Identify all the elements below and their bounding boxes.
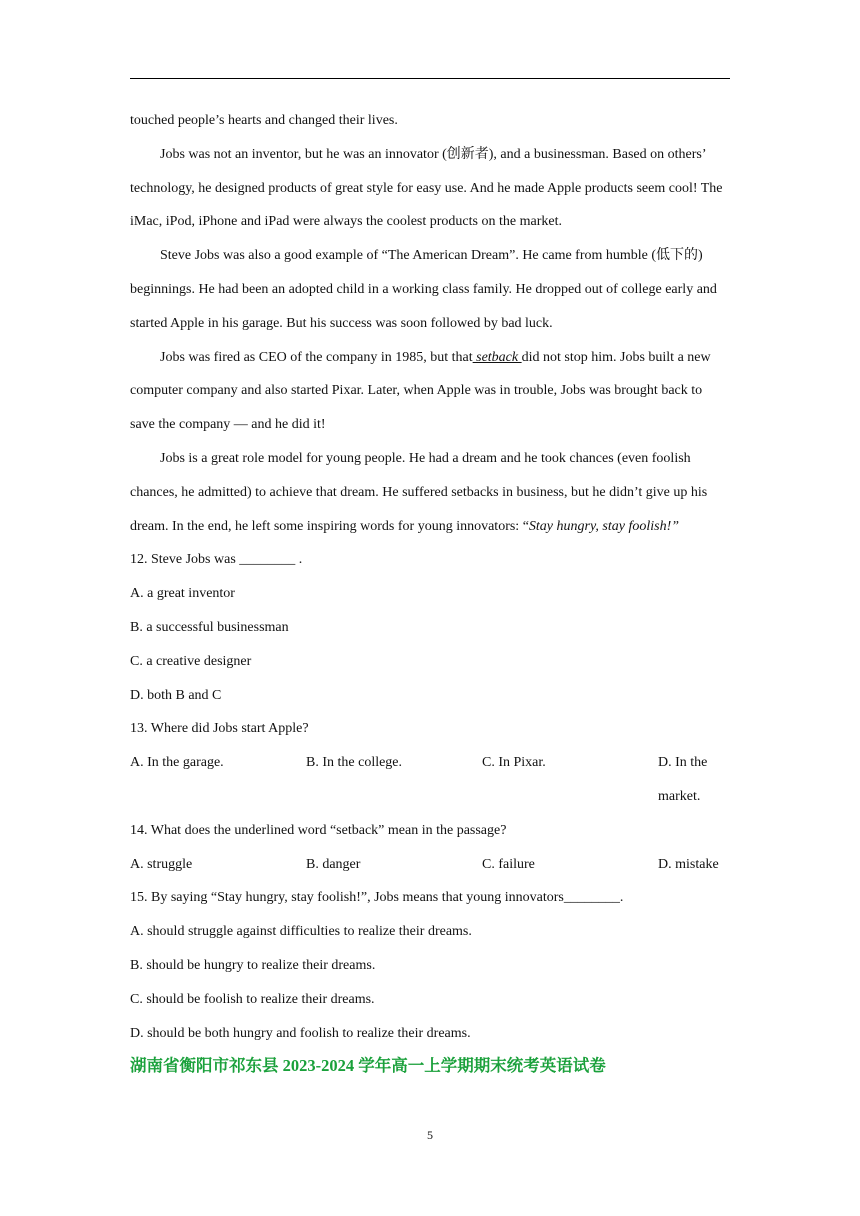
passage-text: did not stop him. Jobs built a new computer company and also started Pixar. Later, when Apple was in trouble, Jobs was brought back to save the company — and he did it!: [130, 349, 711, 433]
question-options: [130, 577, 730, 712]
question-stem: 12. Steve Jobs was ________ .: [130, 552, 303, 568]
option-a: A. should struggle against difficulties to realize their dreams.: [130, 924, 472, 940]
option-d: D. mistake: [658, 856, 719, 872]
option-a: A. struggle: [130, 856, 193, 872]
option-c: C. In Pixar.: [482, 755, 546, 771]
underlined-word-setback: setback: [472, 349, 522, 365]
question-stem: 15. By saying “Stay hungry, stay foolish!”, Jobs means that young innovators________.: [130, 890, 624, 906]
option-b: B. danger: [306, 856, 361, 872]
quote-italic: Stay hungry, stay foolish!”: [528, 518, 680, 534]
option-d: D. In the market.: [658, 755, 708, 804]
option-c: C. should be foolish to realize their dreams.: [130, 991, 375, 1007]
question-options: [130, 746, 730, 814]
passage-paragraph: Steve Jobs was also a good example of “The American Dream”. He came from humble (低下的) beginnings. He had been an adopted child in a working class family. He dropped out of college early and started Apple in his garage. But his success was soon followed by bad luck.: [130, 248, 717, 331]
option-a: A. a great inventor: [130, 586, 235, 602]
option-b: B. a successful businessman: [130, 619, 289, 635]
question-options: [130, 848, 730, 882]
option-d: D. both B and C: [130, 687, 222, 703]
passage-paragraph: Jobs was not an inventor, but he was an innovator (创新者), and a businessman. Based on others’ technology, he designed products of great style for easy use. And he made Apple products seem cool! The iMac, iPod, iPhone and iPad were always the coolest products on the market.: [130, 146, 723, 230]
option-c: C. failure: [482, 856, 535, 872]
option-d: D. should be both hungry and foolish to realize their dreams.: [130, 1025, 471, 1041]
passage-text: Jobs was fired as CEO of the company in 1985, but that: [160, 349, 473, 365]
passage-paragraph: touched people’s hearts and changed their lives.: [130, 113, 398, 128]
question-stem: 13. Where did Jobs start Apple?: [130, 721, 309, 737]
option-a: A. In the garage.: [130, 755, 224, 771]
passage-paragraph: [130, 442, 730, 543]
question-stem: 14. What does the underlined word “setback” mean in the passage?: [130, 822, 507, 838]
page-body: [130, 104, 730, 1050]
passage-text: Jobs is a great role model for young people. He had a dream and he took chances (even foolish chances, he admitted) to achieve that dream. He suffered setbacks in business, but he didn’t give up his dream. In the end, he left some inspiring words for young innovators: “: [130, 450, 708, 534]
option-b: B. should be hungry to realize their dreams.: [130, 957, 376, 973]
option-b: B. In the college.: [306, 755, 403, 771]
exam-title: 湖南省衡阳市祁东县 2023-2024 学年高一上学期期末统考英语试卷: [130, 1056, 606, 1075]
page-number: 5: [427, 1128, 433, 1142]
option-c: C. a creative designer: [130, 653, 252, 669]
header-rule: [130, 78, 730, 79]
passage-paragraph: [130, 341, 730, 442]
